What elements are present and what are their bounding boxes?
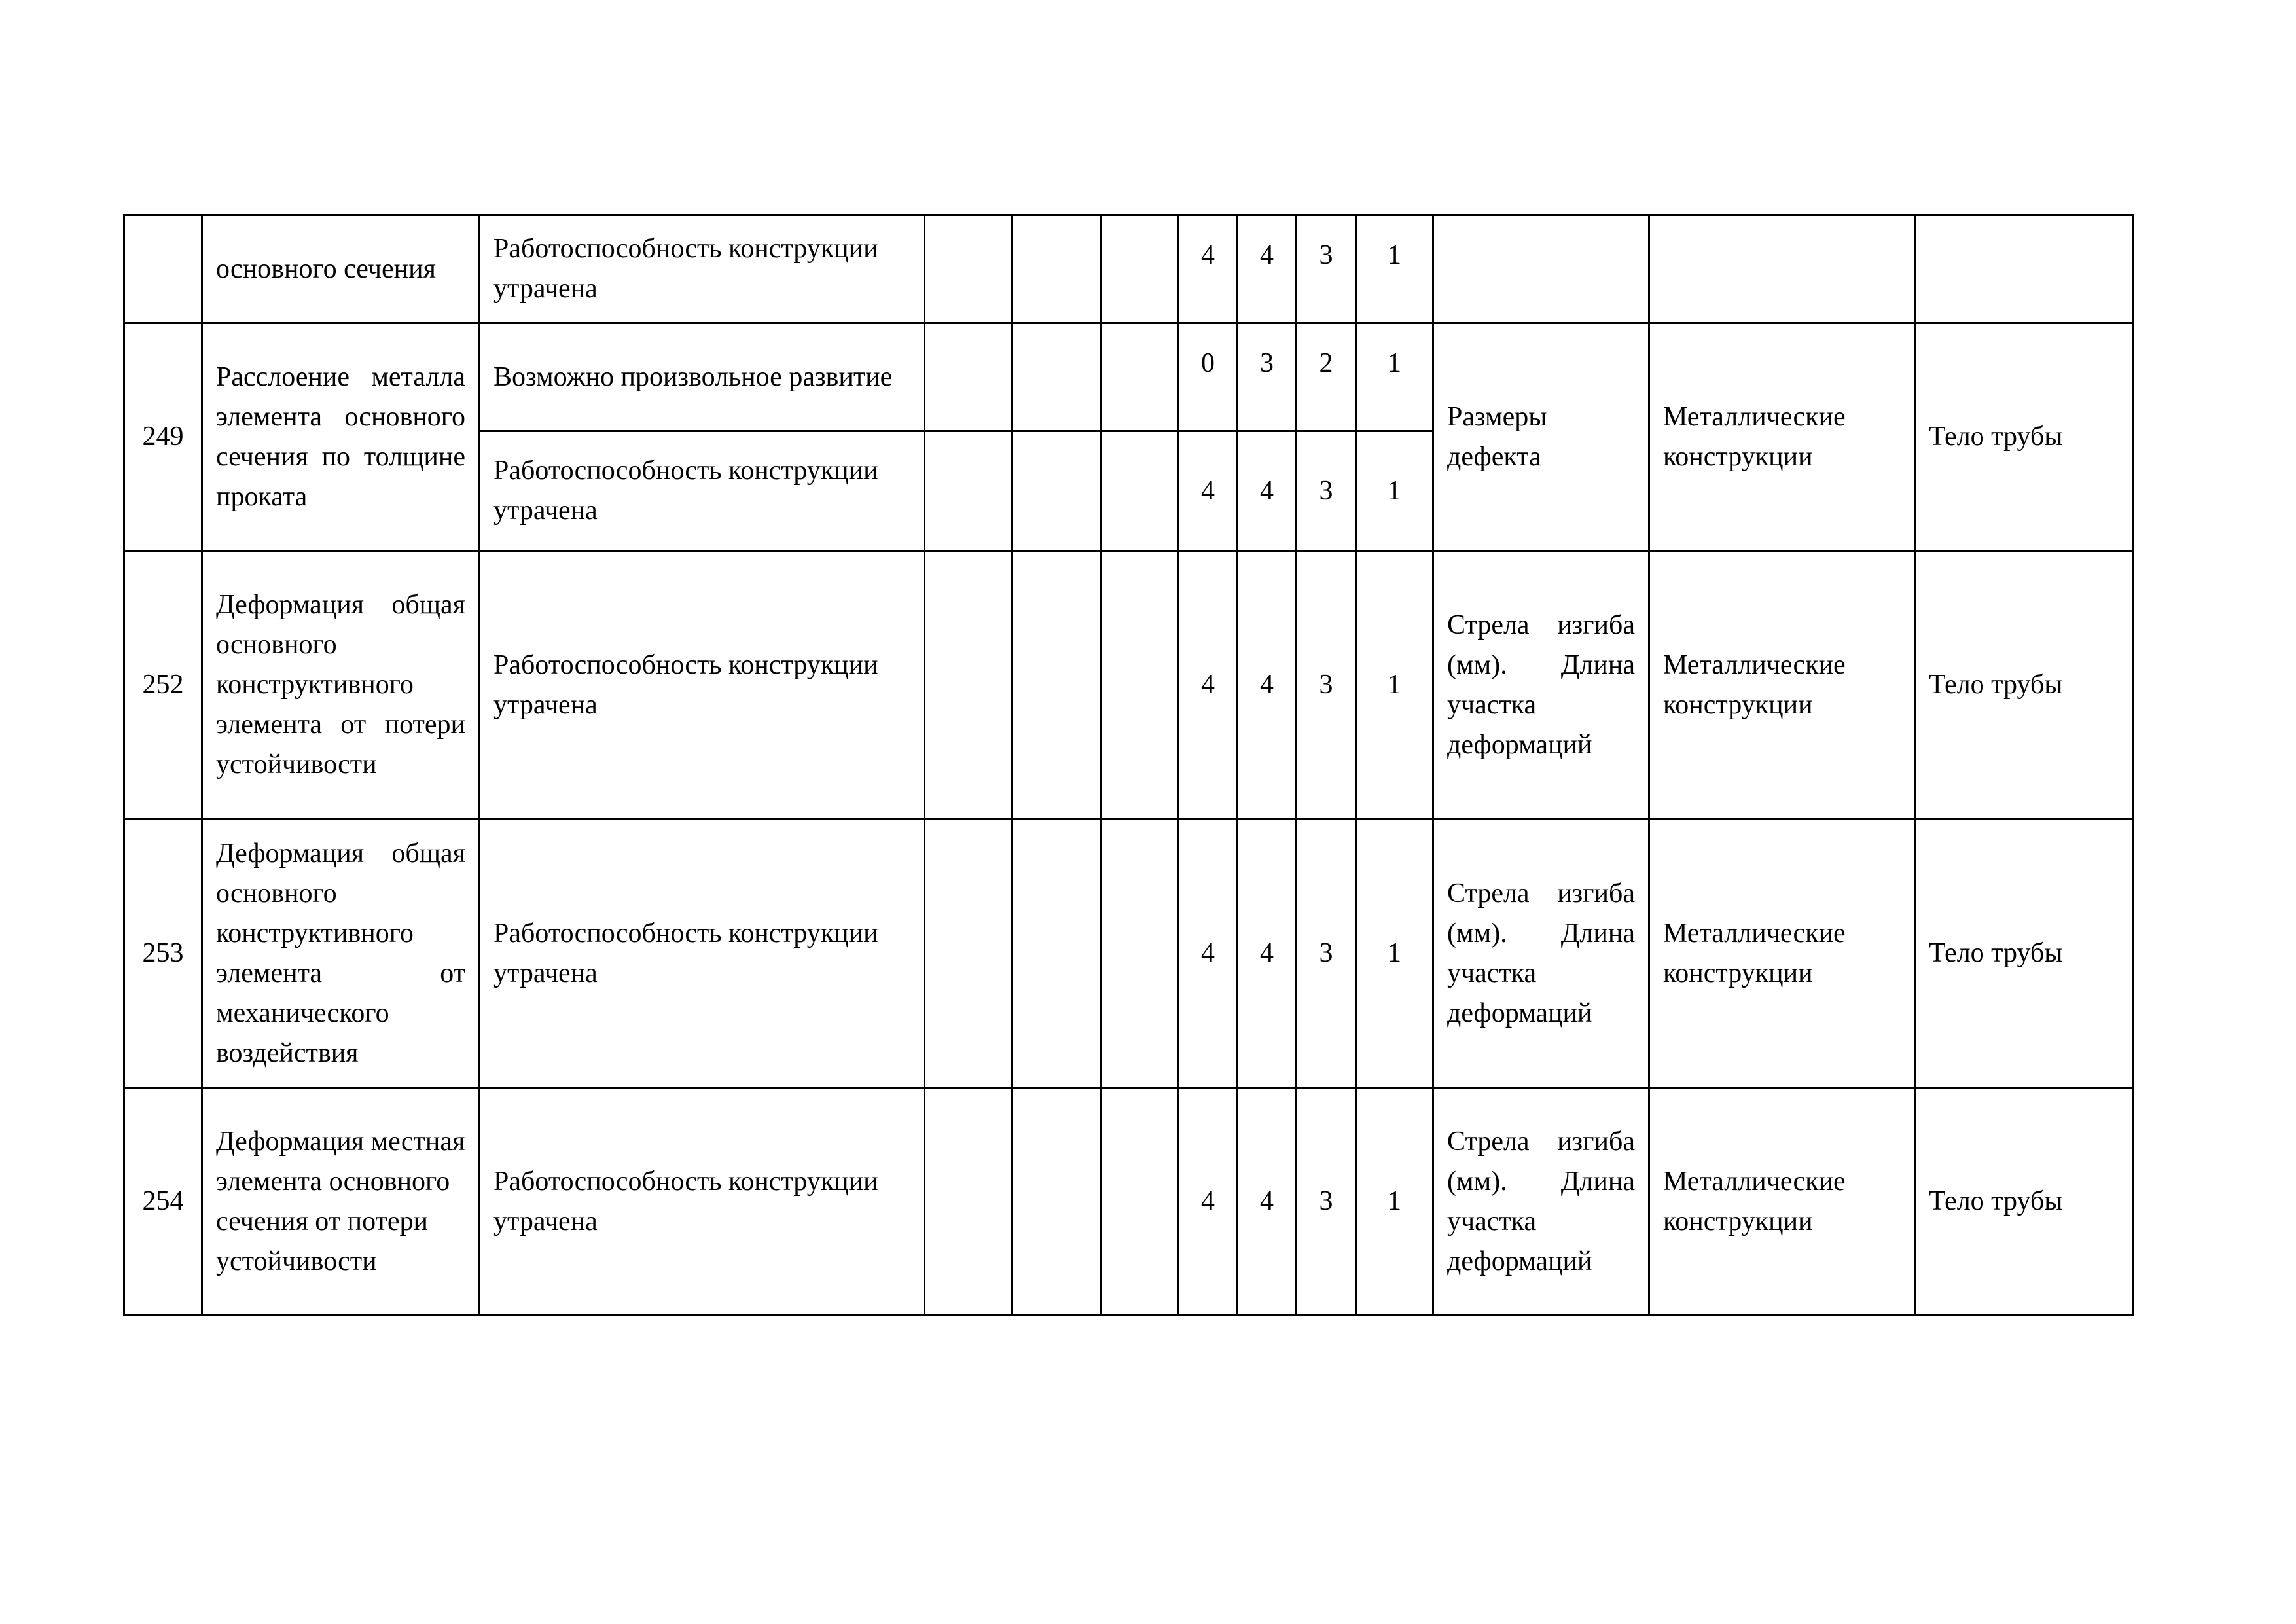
location-cell: Тело трубы — [1915, 1088, 2134, 1316]
score-cell: 3 — [1297, 431, 1356, 551]
score-cell: 1 — [1356, 431, 1433, 551]
score-cell: 1 — [1356, 1088, 1433, 1316]
row-number-cell: 252 — [124, 551, 202, 820]
empty-cell — [1013, 820, 1102, 1088]
score-cell: 1 — [1356, 551, 1433, 820]
parameter-cell: Стрела изгиба (мм). Длина участка деформаций — [1433, 1088, 1649, 1316]
score-cell: 4 — [1238, 551, 1297, 820]
score-cell: 4 — [1238, 431, 1297, 551]
score-cell: 4 — [1179, 215, 1238, 323]
empty-cell — [1102, 1088, 1179, 1316]
empty-cell — [1102, 820, 1179, 1088]
empty-cell — [1013, 1088, 1102, 1316]
empty-cell — [1013, 215, 1102, 323]
score-cell: 4 — [1238, 215, 1297, 323]
score-cell: 3 — [1297, 551, 1356, 820]
parameter-cell — [1433, 215, 1649, 323]
location-cell: Тело трубы — [1915, 551, 2134, 820]
defect-name-cell: Деформация общая основного конструктивного элемента от потери устойчивости — [202, 551, 480, 820]
row-number-cell: 254 — [124, 1088, 202, 1316]
empty-cell — [1013, 431, 1102, 551]
score-cell: 4 — [1179, 1088, 1238, 1316]
empty-cell — [925, 431, 1013, 551]
state-cell: Работоспособность конструкции утрачена — [480, 215, 925, 323]
state-cell: Работоспособность конструкции утрачена — [480, 1088, 925, 1316]
state-cell: Работоспособность конструкции утрачена — [480, 431, 925, 551]
score-cell: 3 — [1297, 215, 1356, 323]
score-cell: 3 — [1297, 820, 1356, 1088]
defect-name-cell: Деформация местная элемента основного сечения от потери устойчивости — [202, 1088, 480, 1316]
score-cell: 3 — [1238, 323, 1297, 431]
state-cell: Работоспособность конструкции утрачена — [480, 820, 925, 1088]
category-cell: Металлические конструкции — [1649, 820, 1915, 1088]
table-row — [124, 215, 2134, 323]
score-cell: 4 — [1179, 551, 1238, 820]
empty-cell — [1102, 551, 1179, 820]
score-cell: 4 — [1179, 431, 1238, 551]
defect-name-cell: основного сечения — [202, 215, 480, 323]
row-number-cell — [124, 215, 202, 323]
table-row — [124, 1088, 2134, 1316]
parameter-cell: Стрела изгиба (мм). Длина участка деформаций — [1433, 551, 1649, 820]
table-row — [124, 323, 2134, 431]
state-cell: Возможно произвольное развитие — [480, 323, 925, 431]
empty-cell — [1013, 551, 1102, 820]
score-cell: 2 — [1297, 323, 1356, 431]
location-cell: Тело трубы — [1915, 323, 2134, 551]
score-cell: 4 — [1238, 1088, 1297, 1316]
row-number-cell: 253 — [124, 820, 202, 1088]
state-cell: Работоспособность конструкции утрачена — [480, 551, 925, 820]
score-cell: 3 — [1297, 1088, 1356, 1316]
empty-cell — [1102, 215, 1179, 323]
empty-cell — [1013, 323, 1102, 431]
empty-cell — [925, 215, 1013, 323]
empty-cell — [1102, 323, 1179, 431]
score-cell: 1 — [1356, 323, 1433, 431]
category-cell: Металлические конструкции — [1649, 323, 1915, 551]
score-cell: 4 — [1238, 820, 1297, 1088]
empty-cell — [925, 1088, 1013, 1316]
defect-name-cell: Расслоение металла элемента основного сечения по толщине проката — [202, 323, 480, 551]
category-cell — [1649, 215, 1915, 323]
parameter-cell: Размеры дефекта — [1433, 323, 1649, 551]
defects-table — [123, 214, 2134, 1316]
score-cell: 1 — [1356, 215, 1433, 323]
empty-cell — [925, 820, 1013, 1088]
score-cell: 0 — [1179, 323, 1238, 431]
empty-cell — [925, 323, 1013, 431]
empty-cell — [1102, 431, 1179, 551]
parameter-cell: Стрела изгиба (мм). Длина участка деформаций — [1433, 820, 1649, 1088]
row-number-cell: 249 — [124, 323, 202, 551]
empty-cell — [925, 551, 1013, 820]
score-cell: 4 — [1179, 820, 1238, 1088]
score-cell: 1 — [1356, 820, 1433, 1088]
table-row — [124, 820, 2134, 1088]
category-cell: Металлические конструкции — [1649, 1088, 1915, 1316]
table-row — [124, 551, 2134, 820]
location-cell — [1915, 215, 2134, 323]
defect-name-cell: Деформация общая основного конструктивного элемента от механического воздействия — [202, 820, 480, 1088]
category-cell: Металлические конструкции — [1649, 551, 1915, 820]
location-cell: Тело трубы — [1915, 820, 2134, 1088]
